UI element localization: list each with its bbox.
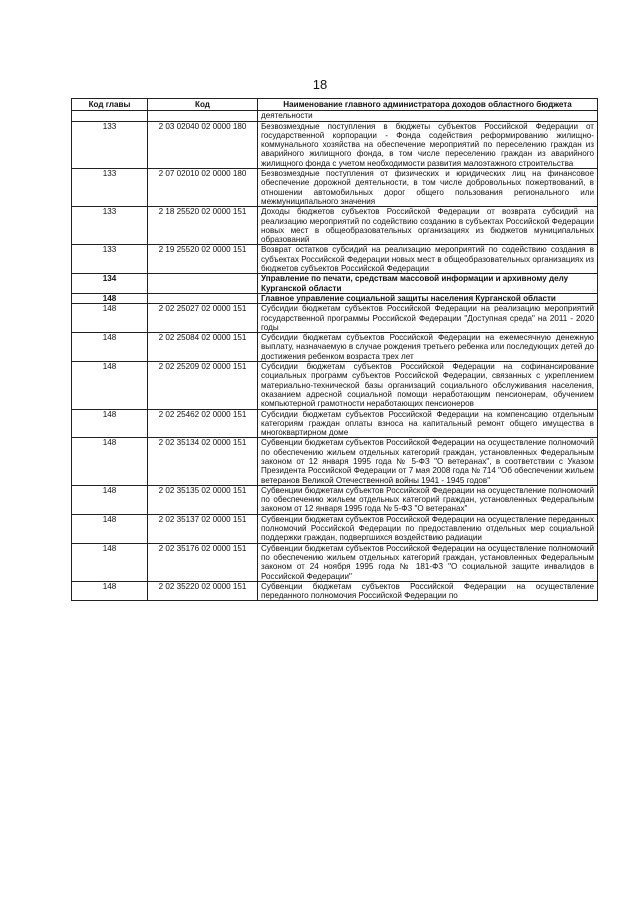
budget-revenue-table	[71, 98, 598, 601]
cell-administrator-name: Субвенции бюджетам субъектов Российской Федерации на осуществление переданных полномочий Российской Федерации по предоставлению отдельных мер социальной поддержки граждан, подвергшихся воздействию радиации	[258, 514, 598, 543]
cell-administrator-name: Субсидии бюджетам субъектов Российской Федерации на софинансирование социальных программ субъектов Российской Федерации, связанных с укреплением материально-технической базы организаций социального обслуживания населения, оказанием адресной социальной помощи неработающим пенсионерам, обучением компьютерной грамотности неработающих пенсионеров	[258, 362, 598, 409]
cell-code: 2 19 25520 02 0000 151	[148, 245, 258, 274]
page-number: 18	[312, 77, 328, 92]
cell-administrator-name: Безвозмездные поступления от физических и юридических лиц на финансовое обеспечение дорожной деятельности, в том числе добровольных пожертвований, в отношении автомобильных дорог общего пользования регионального или межмуниципального значения	[258, 169, 598, 207]
table-row	[72, 245, 598, 274]
cell-code: 2 02 35176 02 0000 151	[148, 543, 258, 581]
cell-chapter-code: 148	[72, 409, 148, 438]
table-row	[72, 543, 598, 581]
table-row	[72, 409, 598, 438]
cell-administrator-name: Субвенции бюджетам субъектов Российской Федерации на осуществление полномочий по обеспечению жильем отдельных категорий граждан, установленных Федеральным законом от 12 января 1995 года № 5-ФЗ "О ветеранах"	[258, 485, 598, 514]
cell-code	[148, 111, 258, 121]
cell-chapter-code: 148	[72, 485, 148, 514]
cell-code: 2 02 25084 02 0000 151	[148, 333, 258, 362]
header-administrator-name: Наименование главного администратора доходов областного бюджета	[258, 99, 598, 111]
table-row	[72, 293, 598, 303]
header-code: Код	[148, 99, 258, 111]
cell-administrator-name: Субвенции бюджетам субъектов Российской Федерации на осуществление полномочий по обеспечению жильем отдельных категорий граждан, установленных Федеральным законом от 12 января 1995 года № 5-ФЗ "О ветеранах", в соответствии с Указом Президента Российской Федерации от 7 мая 2008 года № 714 "Об обеспечении жильем ветеранов Великой Отечественной войны 1941 - 1945 годов"	[258, 438, 598, 485]
cell-chapter-code: 148	[72, 438, 148, 485]
table-row	[72, 333, 598, 362]
cell-administrator-name: Управление по печати, средствам массовой информации и архивному делу Курганской области	[258, 274, 598, 294]
cell-chapter-code: 133	[72, 169, 148, 207]
cell-administrator-name: деятельности	[258, 111, 598, 121]
cell-administrator-name: Возврат остатков субсидий на реализацию мероприятий по содействию создания в субъектах Российской Федерации новых мест в общеобразовательных организациях из бюджетов субъектов Российской Федерации	[258, 245, 598, 274]
table-row	[72, 438, 598, 485]
cell-code: 2 02 25027 02 0000 151	[148, 304, 258, 333]
cell-code	[148, 274, 258, 294]
cell-code: 2 03 02040 02 0000 180	[148, 121, 258, 168]
cell-code: 2 02 25209 02 0000 151	[148, 362, 258, 409]
table-row	[72, 207, 598, 245]
cell-chapter-code: 133	[72, 121, 148, 168]
table-row	[72, 514, 598, 543]
cell-code: 2 02 35137 02 0000 151	[148, 514, 258, 543]
cell-chapter-code: 133	[72, 245, 148, 274]
cell-chapter-code	[72, 111, 148, 121]
cell-administrator-name: Субвенции бюджетам субъектов Российской Федерации на осуществление переданного полномочия Российской Федерации по	[258, 581, 598, 601]
table-body	[72, 111, 598, 601]
cell-code: 2 02 35135 02 0000 151	[148, 485, 258, 514]
cell-chapter-code: 148	[72, 333, 148, 362]
table-row	[72, 121, 598, 168]
cell-code: 2 02 35220 02 0000 151	[148, 581, 258, 601]
cell-chapter-code: 148	[72, 293, 148, 303]
cell-code: 2 07 02010 02 0000 180	[148, 169, 258, 207]
table-row	[72, 362, 598, 409]
table-row	[72, 274, 598, 294]
cell-code	[148, 293, 258, 303]
cell-chapter-code: 148	[72, 514, 148, 543]
cell-chapter-code: 148	[72, 581, 148, 601]
header-chapter-code: Код главы	[72, 99, 148, 111]
table-row	[72, 169, 598, 207]
cell-chapter-code: 148	[72, 362, 148, 409]
table-row	[72, 581, 598, 601]
cell-chapter-code: 148	[72, 543, 148, 581]
table-row	[72, 111, 598, 121]
cell-administrator-name: Субсидии бюджетам субъектов Российской Федерации на ежемесячную денежную выплату, назначаемую в случае рождения третьего ребенка или последующих детей до достижения ребенком возраста трех лет	[258, 333, 598, 362]
cell-administrator-name: Субсидии бюджетам субъектов Российской Федерации на реализацию мероприятий государственной программы Российской Федерации "Доступная среда" на 2011 - 2020 годы	[258, 304, 598, 333]
cell-chapter-code: 148	[72, 304, 148, 333]
cell-chapter-code: 133	[72, 207, 148, 245]
table-header-row	[72, 99, 598, 111]
cell-administrator-name: Субвенции бюджетам субъектов Российской Федерации на осуществление полномочий по обеспечению жильем отдельных категорий граждан, установленных Федеральным законом от 24 ноября 1995 года № 181-ФЗ "О социальной защите инвалидов в Российской Федерации"	[258, 543, 598, 581]
cell-code: 2 02 35134 02 0000 151	[148, 438, 258, 485]
cell-code: 2 02 25462 02 0000 151	[148, 409, 258, 438]
table-row	[72, 485, 598, 514]
cell-chapter-code: 134	[72, 274, 148, 294]
cell-administrator-name: Безвозмездные поступления в бюджеты субъектов Российской Федерации от государственной корпорации - Фонда содействия реформированию жилищно-коммунального хозяйства на обеспечение мероприятий по переселению граждан из аварийного жилищного фонда, в том числе переселению граждан из аварийного жилищного фонда с учетом необходимости развития малоэтажного строительства	[258, 121, 598, 168]
cell-administrator-name: Доходы бюджетов субъектов Российской Федерации от возврата субсидий на реализацию мероприятий по содействию созданию в субъектах Российской Федерации новых мест в общеобразовательных организациях из бюджетов муниципальных образований	[258, 207, 598, 245]
cell-code: 2 18 25520 02 0000 151	[148, 207, 258, 245]
table-row	[72, 304, 598, 333]
cell-administrator-name: Субсидии бюджетам субъектов Российской Федерации на компенсацию отдельным категориям граждан оплаты взноса на капитальный ремонт общего имущества в многоквартирном доме	[258, 409, 598, 438]
cell-administrator-name: Главное управление социальной защиты населения Курганской области	[258, 293, 598, 303]
